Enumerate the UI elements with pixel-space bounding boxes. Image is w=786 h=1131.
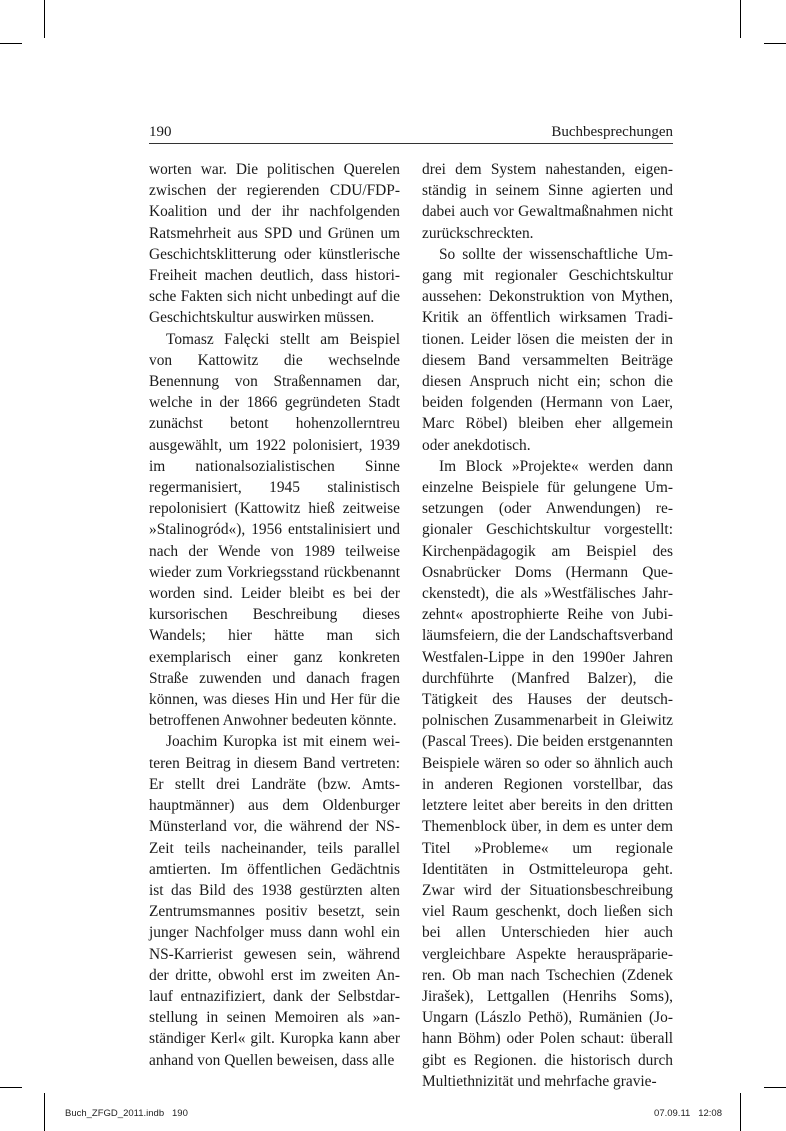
crop-mark-left-lower xyxy=(0,1087,22,1088)
header-rule xyxy=(149,143,673,144)
paragraph: Joachim Kuropka ist mit einem weiteren Beitrag in diesem Band vertreten: Er stellt drei Landräte (bzw. Amtshauptmänner) aus dem Oldenburger Münsterland vor, die während der NS-Zeit teils nacheinander, teils parallel amtierten. Im öffentlichen Gedächtnis ist das Bild des 1938 gestürzten alten Zentrumsmannes positiv besetzt, sein junger Nachfolger muss dann wohl ein NS-Karrierist gewesen sein, während der dritte, obwohl erst im zweiten Anlauf entnazifiziert, dank der Selbstdarstellung in seinen Memoiren als »anständiger Kerl« gilt. Kuropka kann aber anhand von Quellen beweisen, dass alle xyxy=(149,733,400,1069)
crop-mark-right-lower xyxy=(764,1087,786,1088)
page-number: 190 xyxy=(149,124,172,140)
crop-mark-top-left xyxy=(44,0,45,38)
crop-mark-right-upper xyxy=(764,43,786,44)
crop-mark-bottom-left xyxy=(44,1093,45,1131)
crop-mark-left-upper xyxy=(0,43,22,44)
footer-timestamp: 07.09.11 12:08 xyxy=(654,1108,722,1119)
page-header xyxy=(149,124,673,146)
text-column-left xyxy=(149,159,400,1071)
running-head: Buchbesprechungen xyxy=(551,124,673,140)
crop-mark-top-right xyxy=(740,0,741,38)
text-column-right xyxy=(422,159,673,1092)
paragraph: drei dem System nahestanden, eigenständig in seinem Sinne agierten und dabei auch vor Gewaltmaßnahmen nicht zurückschreckten. xyxy=(422,161,673,242)
paragraph: Tomasz Falęcki stellt am Beispiel von Kattowitz die wechselnde Benennung von Straßennamen dar, welche in der 1866 gegründeten Stadt zunächst betont hohenzollerntreu ausgewählt, um 1922 polonisiert, 1939 im nationalsozialistischen Sinne regermanisiert, 1945 stalinistisch repolonisiert (Kattowitz hieß zeitweise »Stalinogród«), 1956 entstalinisiert und nach der Wende von 1989 teilweise wieder zum Vorkriegsstand rückbenannt worden sind. Leider bleibt es bei der kursorischen Beschreibung dieses Wandels; hier hätte man sich exemplarisch einer ganz konkreten Straße zuwenden und danach fragen können, was dieses Hin und Her für die betroffenen Anwohner bedeuten könnte. xyxy=(149,330,400,730)
footer-file-label: Buch_ZFGD_2011.indb 190 xyxy=(65,1108,188,1119)
paragraph: So sollte der wissenschaftliche Umgang mit regionaler Geschichtskultur aussehen: Dekonstruktion von Mythen, Kritik an öffentlich wirksamen Traditionen. Leider lösen die meisten der in diesem Band versammelten Beiträge diesen Anspruch nicht ein; schon die beiden folgenden (Hermann von Laer, Marc Röbel) bleiben eher allgemein oder anekdotisch. xyxy=(422,245,673,454)
paragraph: Im Block »Projekte« werden dann einzelne Beispiele für gelungene Umsetzungen (oder Anwendungen) regionaler Geschichtskultur vorgestellt: Kirchenpädagogik am Beispiel des Osnabrücker Doms (Hermann Queckenstedt), die als »Westfälisches Jahrzehnt« apostrophierte Reihe von Jubiläumsfeiern, die der Landschaftsverband Westfalen-Lippe in den 1990er Jahren durchführte (Manfred Balzer), die Tätigkeit des Hauses der deutsch-polnischen Zusammenarbeit in Gleiwitz (Pascal Trees). Die beiden erstgenannten Beispiele wären so oder so ähnlich auch in anderen Regionen vorstellbar, das letztere leitet aber bereits in den dritten Themenblock über, in dem es unter dem Titel »Probleme« um regionale Identitäten in Ostmitteleuropa geht. Zwar wird der Situationsbeschreibung viel Raum geschenkt, doch ließen sich bei allen Unterschieden hier auch vergleichbare Aspekte herauspräparieren. Ob man nach Tschechien (Zdenek Jirašek), Lettgallen (Henrihs Soms), Ungarn (Lászlo Pethö), Rumänien (Johann Böhm) oder Polen schaut: überall gibt es Regionen. die historisch durch Multiethnizität und mehrfache gravie- xyxy=(422,457,673,1090)
paragraph: worten war. Die politischen Querelen zwischen der regierenden CDU/FDP-Koalition und der ihr nachfolgenden Ratsmehrheit aus SPD und Grünen um Geschichtsklitterung oder künstlerische Freiheit machen deutlich, dass historische Fakten sich nicht unbedingt auf die Geschichtskultur auswirken müssen. xyxy=(149,161,400,327)
crop-mark-bottom-right xyxy=(740,1093,741,1131)
